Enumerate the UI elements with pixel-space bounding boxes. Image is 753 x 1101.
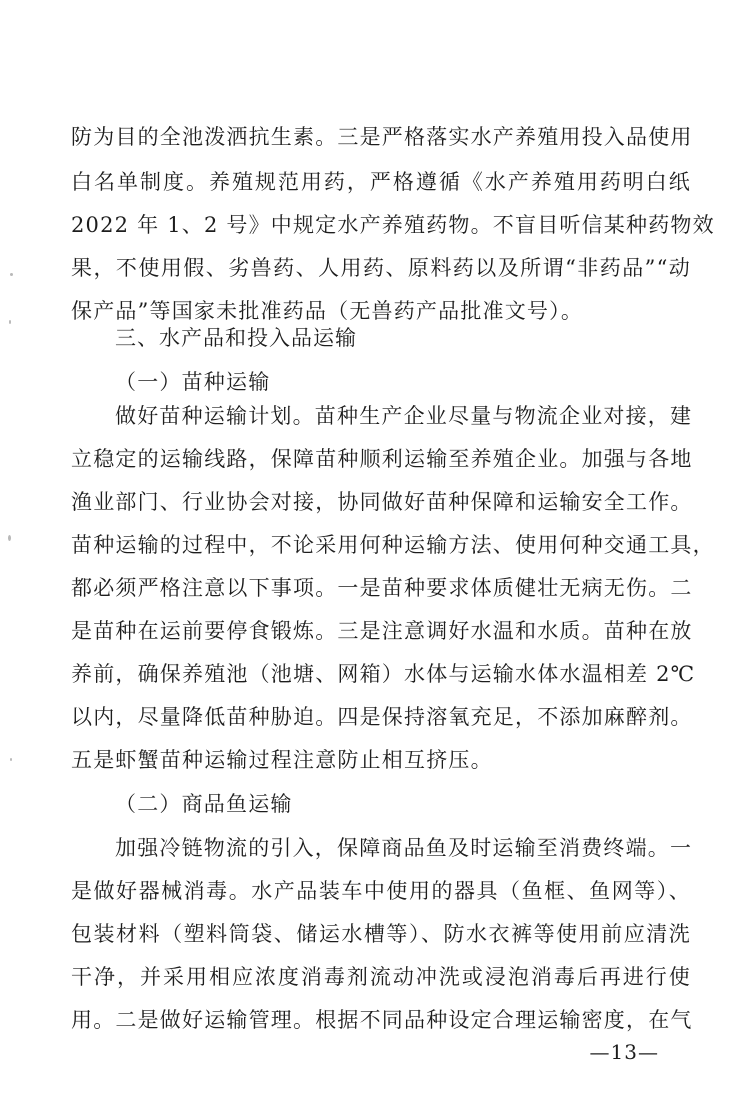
scan-speck	[8, 535, 11, 541]
paragraph-line: 2022 年 1、2 号》中规定水产养殖药物。不盲目听信某种药物效	[71, 213, 715, 237]
paragraph-line: 加强冷链物流的引入，保障商品鱼及时运输至消费终端。一	[115, 836, 693, 860]
paragraph-line: 以内，尽量降低苗种胁迫。四是保持溶氧充足，不添加麻醉剂。	[71, 705, 693, 729]
page-number: —13—	[589, 1040, 659, 1064]
section-heading: 三、水产品和投入品运输	[115, 326, 357, 350]
paragraph-line: 果，不使用假、劣兽药、人用药、原料药以及所谓“非药品”“动	[71, 256, 691, 280]
paragraph-line: 干净，并采用相应浓度消毒剂流动冲洗或浸泡消毒后再进行使	[71, 965, 691, 989]
paragraph-line: 白名单制度。养殖规范用药，严格遵循《水产养殖用药明白纸	[71, 170, 691, 194]
paragraph-line: 五是虾蟹苗种运输过程注意防止相互挤压。	[71, 748, 493, 772]
paragraph-line: 立稳定的运输线路，保障苗种顺利运输至养殖企业。加强与各地	[71, 447, 693, 471]
scan-speck	[10, 273, 13, 276]
paragraph-line: 养前，确保养殖池（池塘、网箱）水体与运输水体水温相差 2℃	[71, 662, 696, 686]
paragraph-line: 用。二是做好运输管理。根据不同品种设定合理运输密度，在气	[71, 1008, 693, 1032]
paragraph-line: 是做好器械消毒。水产品装车中使用的器具（鱼框、鱼网等）、	[71, 879, 691, 903]
paragraph-line: 防为目的全池泼洒抗生素。三是严格落实水产养殖用投入品使用	[71, 125, 693, 149]
subsection-heading: （二）商品鱼运输	[115, 792, 293, 816]
paragraph-line: 苗种运输的过程中，不论采用何种运输方法、使用何种交通工具，	[71, 533, 715, 557]
scan-speck	[9, 320, 11, 324]
paragraph-line: 包装材料（塑料筒袋、储运水槽等）、防水衣裤等使用前应清洗	[71, 922, 691, 946]
scan-speck	[10, 758, 12, 761]
paragraph-line: 都必须严格注意以下事项。一是苗种要求体质健壮无病无伤。二	[71, 576, 693, 600]
paragraph-line: 是苗种在运前要停食锻炼。三是注意调好水温和水质。苗种在放	[71, 619, 693, 643]
subsection-heading: （一）苗种运输	[115, 370, 271, 394]
paragraph-line: 渔业部门、行业协会对接，协同做好苗种保障和运输安全工作。	[71, 490, 693, 514]
paragraph-line: 做好苗种运输计划。苗种生产企业尽量与物流企业对接，建	[115, 404, 693, 428]
paragraph-line: 保产品”等国家未批准药品（无兽药产品批准文号）。	[71, 299, 584, 323]
